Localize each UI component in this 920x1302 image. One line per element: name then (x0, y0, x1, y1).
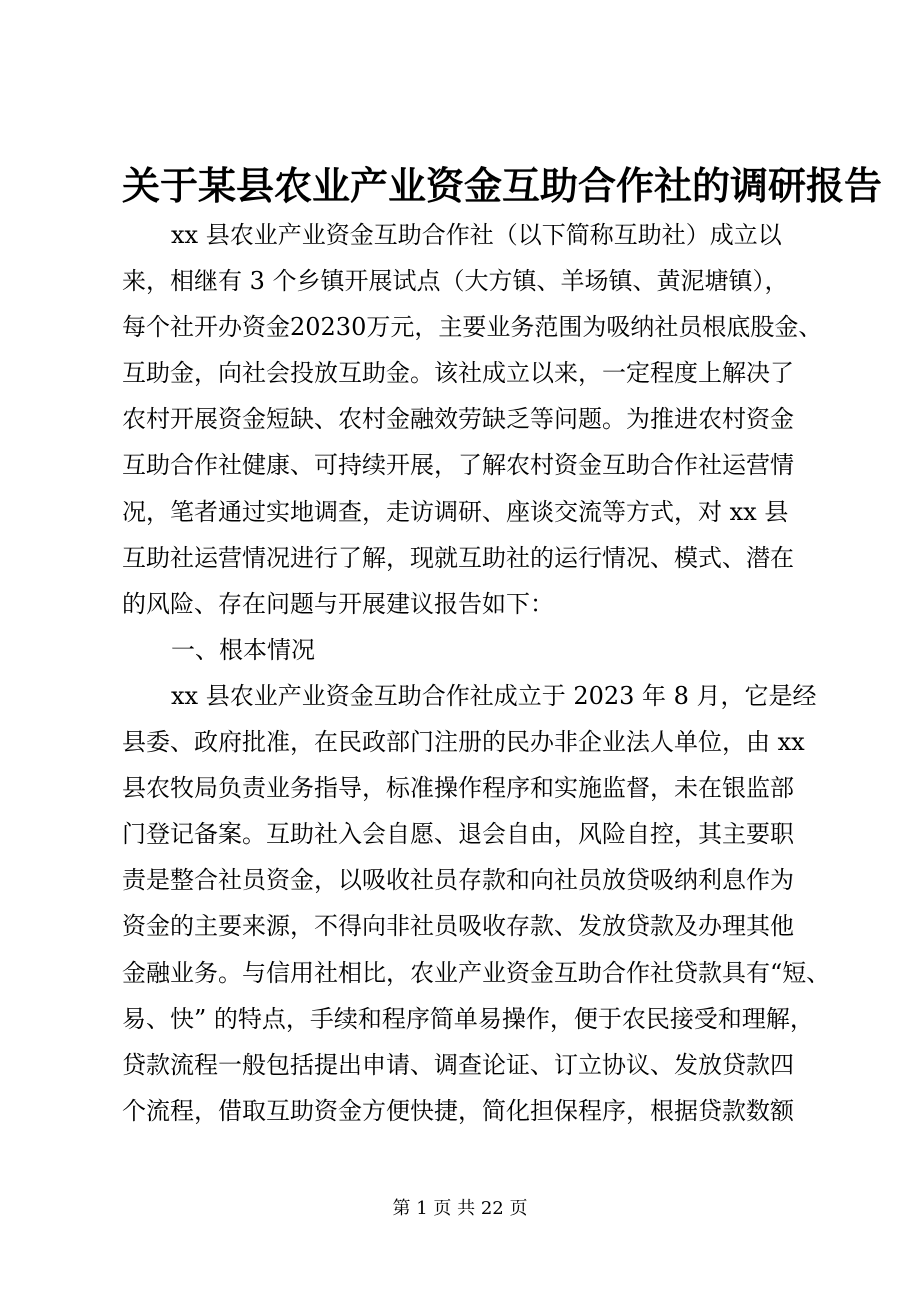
paragraph-2-line-8: 易、快” 的特点，手续和程序简单易操作，便于农民接受和理解， (122, 1004, 814, 1033)
paragraph-2-line-4: 门登记备案。互助社入会自愿、退会自由，风险自控，其主要职 (122, 820, 794, 849)
paragraph-2-line-1: xx 县农业产业资金互助合作社成立于 2023 年 8 月，它是经 (171, 681, 817, 710)
paragraph-1-line-7: 况，笔者通过实地调查，走访调研、座谈交流等方式，对 xx 县 (122, 497, 789, 526)
paragraph-1-line-1: xx 县农业产业资金互助合作社（以下简称互助社）成立以 (171, 221, 782, 249)
paragraph-1-line-5: 农村开展资金短缺、农村金融效劳缺乏等问题。为推进农村资金 (122, 405, 794, 434)
paragraph-2-line-6: 资金的主要来源，不得向非社员吸收存款、发放贷款及办理其他 (122, 912, 794, 941)
paragraph-1-line-6: 互助合作社健康、可持续开展，了解农村资金互助合作社运营情 (122, 451, 794, 480)
paragraph-1-line-4: 互助金，向社会投放互助金。该社成立以来，一定程度上解决了 (122, 359, 794, 388)
paragraph-2-line-5: 责是整合社员资金，以吸收社员存款和向社员放贷吸纳利息作为 (122, 866, 794, 895)
paragraph-2-line-7: 金融业务。与信用社相比，农业产业资金互助合作社贷款具有“短、 (122, 958, 831, 987)
paragraph-2-line-10: 个流程，借取互助资金方便快捷，简化担保程序，根据贷款数额 (122, 1096, 794, 1125)
section-heading: 一、根本情况 (171, 635, 315, 664)
paragraph-2-line-9: 贷款流程一般包括提出申请、调查论证、订立协议、发放贷款四 (122, 1050, 794, 1079)
document-title: 关于某县农业产业资金互助合作社的调研报告 (122, 164, 883, 208)
paragraph-1-line-2: 来，相继有 3 个乡镇开展试点（大方镇、羊场镇、黄泥塘镇）， (122, 267, 789, 296)
paragraph-1-line-9: 的风险、存在问题与开展建议报告如下： (122, 589, 554, 618)
document-body (122, 212, 831, 1134)
paragraph-1-line-3: 每个社开办资金20230万元，主要业务范围为吸纳社员根底股金、 (122, 313, 823, 342)
paragraph-1-line-8: 互助社运营情况进行了解，现就互助社的运行情况、模式、潜在 (122, 543, 794, 572)
paragraph-2-line-3: 县农牧局负责业务指导，标准操作程序和实施监督，未在银监部 (122, 774, 794, 803)
paragraph-2-line-2: 县委、政府批准，在民政部门注册的民办非企业法人单位，由 xx (122, 728, 805, 757)
page-number-footer: 第 1 页 共 22 页 (392, 1198, 528, 1219)
